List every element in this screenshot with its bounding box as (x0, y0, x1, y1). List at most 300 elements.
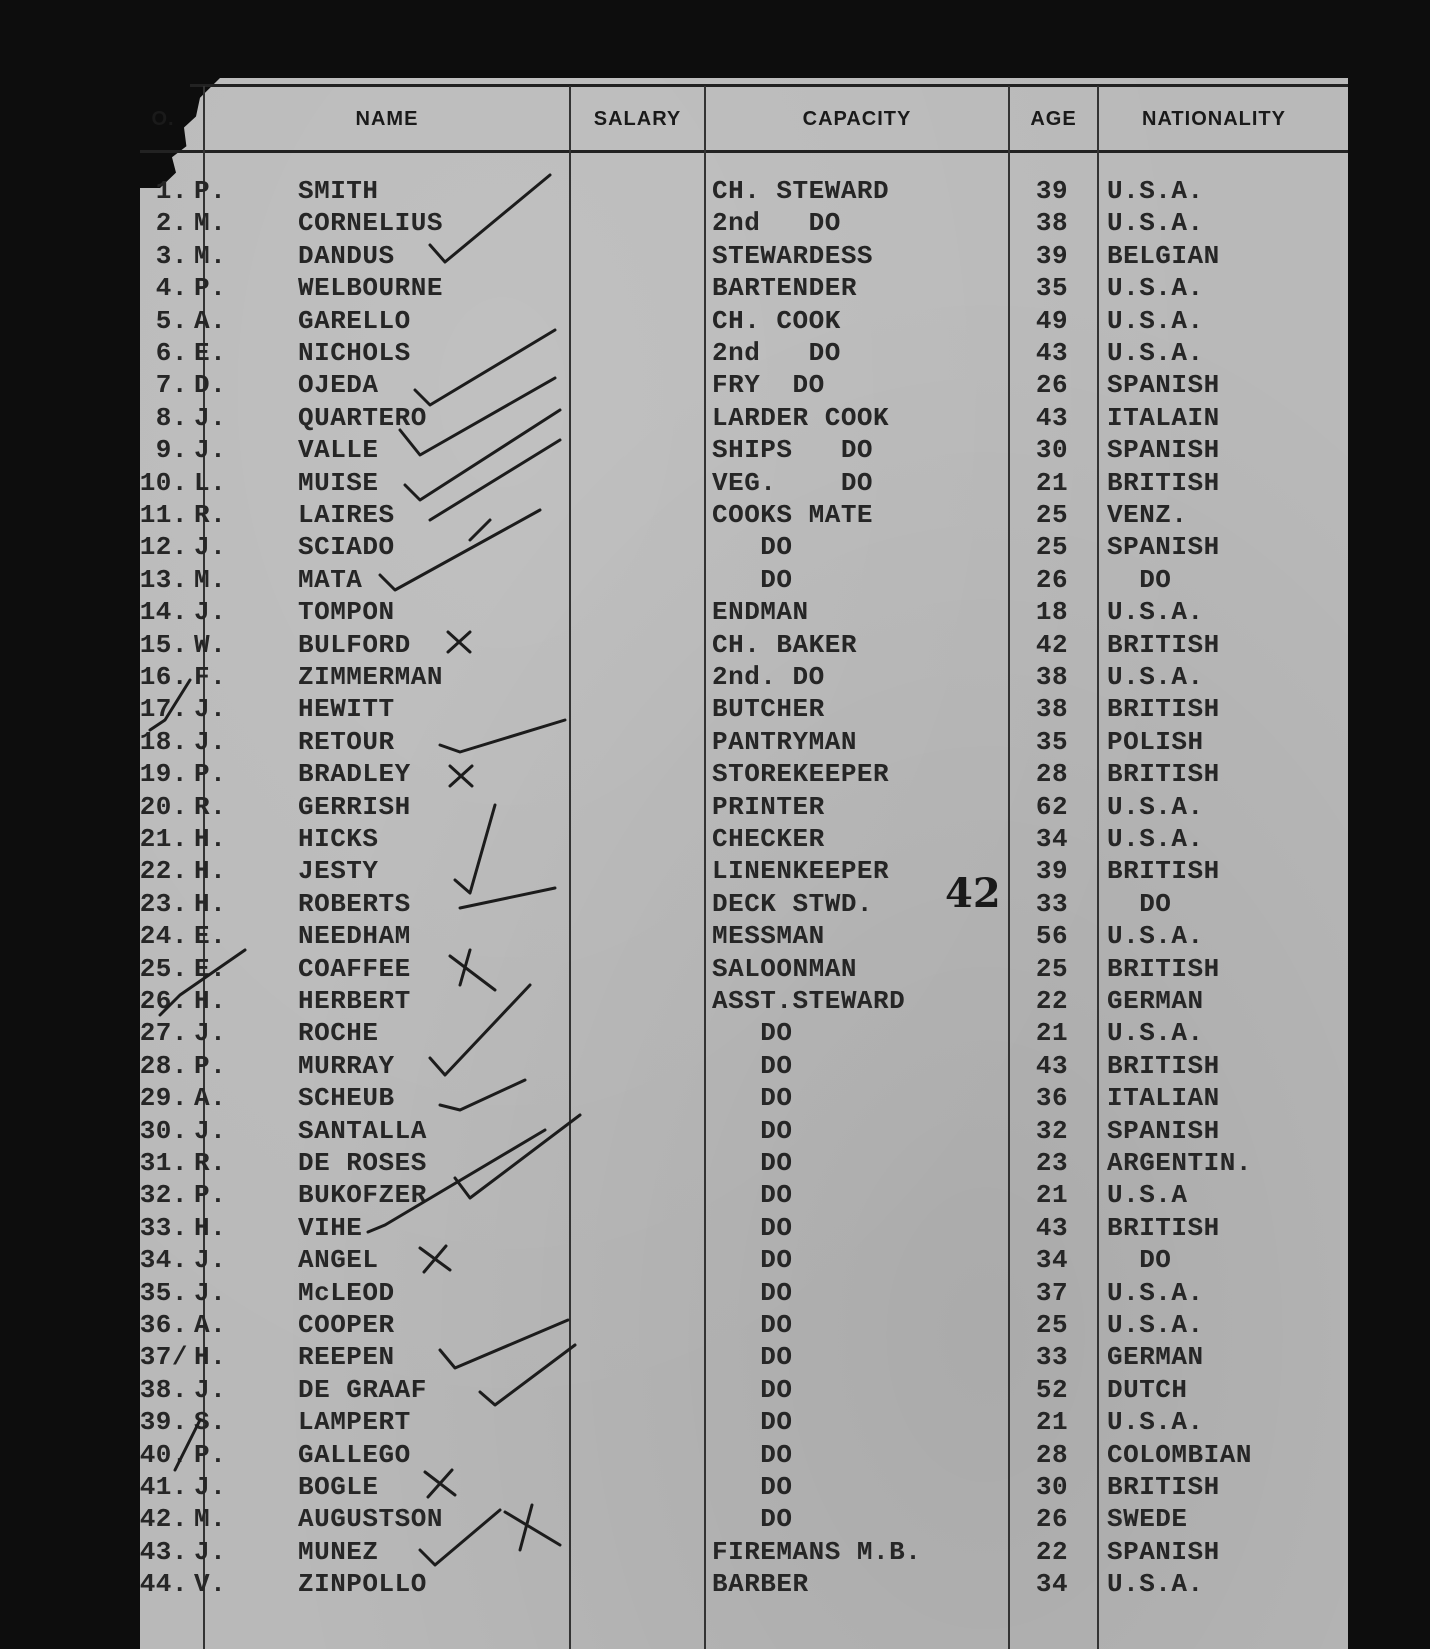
row-number: 34. (139, 1245, 188, 1276)
row-age: 33 (1035, 888, 1069, 919)
row-initial: H. (194, 986, 227, 1016)
table-row (0, 176, 1430, 207)
row-nationality: U.S.A. (1107, 791, 1204, 822)
row-initial: M. (194, 564, 227, 595)
row-capacity: STOREKEEPER (712, 759, 890, 790)
row-number: 17. (139, 694, 188, 725)
row-age: 21 (1035, 467, 1069, 498)
row-age: 26 (1035, 564, 1069, 595)
row-nationality: BRITISH (1107, 629, 1220, 660)
table-row (0, 1342, 1430, 1373)
row-number: 38. (139, 1374, 188, 1405)
table-row (0, 338, 1430, 369)
row-nationality: U.S.A. (1107, 1569, 1204, 1600)
row-age: 38 (1035, 208, 1069, 239)
row-name: ZINPOLLO (298, 1569, 427, 1600)
header-no: O. (151, 108, 175, 130)
table-row (0, 1278, 1430, 1309)
row-capacity: DO (712, 1374, 793, 1405)
table-row (0, 792, 1430, 823)
row-number: 9. (155, 435, 188, 466)
row-capacity: DO (712, 1310, 793, 1340)
row-name: SMITH (298, 176, 379, 206)
row-initial: H. (194, 856, 227, 887)
row-name: JESTY (298, 856, 379, 887)
row-capacity: PRINTER (712, 791, 825, 822)
row-capacity: COOKS MATE (712, 500, 874, 530)
table-row (0, 630, 1430, 661)
table-row (0, 1440, 1430, 1471)
row-age: 35 (1035, 726, 1069, 757)
row-initial: E. (194, 921, 227, 952)
table-row (0, 1083, 1430, 1114)
row-name: OJEDA (298, 370, 379, 401)
table-row (0, 500, 1430, 531)
row-nationality: DUTCH (1107, 1374, 1188, 1405)
row-capacity: PANTRYMAN (712, 726, 857, 757)
row-name: BRADLEY (298, 759, 411, 790)
row-capacity: DO (712, 1245, 793, 1276)
row-initial: J. (194, 1374, 227, 1405)
row-capacity: DO (712, 564, 793, 595)
row-name: RETOUR (298, 726, 395, 757)
row-age: 43 (1035, 1212, 1069, 1243)
row-age: 26 (1035, 1504, 1069, 1535)
table-row (0, 1537, 1430, 1568)
row-nationality: SPANISH (1107, 532, 1220, 563)
row-name: LAIRES (298, 500, 395, 530)
row-initial: E. (194, 953, 227, 984)
table-row (0, 662, 1430, 693)
row-initial: P. (194, 1439, 227, 1470)
row-number: 13. (139, 564, 188, 595)
row-age: 21 (1035, 1407, 1069, 1438)
row-capacity: 2nd DO (712, 338, 841, 368)
table-row (0, 889, 1430, 920)
row-number: 40. (139, 1439, 188, 1470)
row-nationality: BRITISH (1107, 694, 1220, 725)
row-initial: P. (194, 176, 227, 206)
table-row (0, 565, 1430, 596)
row-age: 34 (1035, 1569, 1069, 1600)
table-row (0, 759, 1430, 790)
row-capacity: DO (712, 1018, 793, 1049)
row-age: 34 (1035, 824, 1069, 854)
row-name: WELBOURNE (298, 273, 443, 304)
row-age: 26 (1035, 370, 1069, 401)
row-capacity: CHECKER (712, 824, 825, 854)
row-capacity: DO (712, 1083, 793, 1114)
row-initial: S. (194, 1407, 227, 1438)
row-initial: J. (194, 726, 227, 757)
table-row (0, 468, 1430, 499)
row-capacity: DECK STWD. (712, 888, 874, 919)
row-initial: H. (194, 1342, 227, 1373)
row-number: 44. (139, 1569, 188, 1600)
row-nationality: ITALAIN (1107, 402, 1220, 433)
table-row (0, 1213, 1430, 1244)
row-number: 11. (139, 500, 188, 530)
row-age: 62 (1035, 791, 1069, 822)
row-number: 18. (139, 726, 188, 757)
handwritten-note: 42 (945, 870, 1001, 917)
row-number: 1. (155, 176, 188, 206)
row-initial: P. (194, 759, 227, 790)
row-number: 5. (155, 305, 188, 336)
row-number: 20. (139, 791, 188, 822)
row-initial: J. (194, 435, 227, 466)
row-number: 39. (139, 1407, 188, 1438)
row-nationality: U.S.A. (1107, 662, 1204, 692)
table-row (0, 597, 1430, 628)
row-nationality: BRITISH (1107, 1050, 1220, 1081)
row-name: QUARTERO (298, 402, 427, 433)
row-number: 32. (139, 1180, 188, 1211)
row-name: HERBERT (298, 986, 411, 1016)
row-initial: F. (194, 662, 227, 692)
table-row (0, 986, 1430, 1017)
row-capacity: DO (712, 1504, 793, 1535)
row-age: 39 (1035, 856, 1069, 887)
row-number: 35. (139, 1277, 188, 1308)
row-capacity: ASST.STEWARD (712, 986, 906, 1016)
row-initial: A. (194, 1310, 227, 1340)
table-row (0, 1018, 1430, 1049)
row-age: 39 (1035, 176, 1069, 206)
row-nationality: U.S.A. (1107, 305, 1204, 336)
row-age: 34 (1035, 1245, 1069, 1276)
row-number: 29. (139, 1083, 188, 1114)
row-name: VALLE (298, 435, 379, 466)
row-number: 42. (139, 1504, 188, 1535)
row-number: 21. (139, 824, 188, 854)
row-initial: R. (194, 500, 227, 530)
row-nationality: U.S.A. (1107, 1018, 1204, 1049)
row-age: 49 (1035, 305, 1069, 336)
table-row (0, 208, 1430, 239)
row-capacity: CH. BAKER (712, 629, 857, 660)
row-age: 43 (1035, 338, 1069, 368)
header-salary: SALARY (593, 108, 682, 130)
row-name: MUISE (298, 467, 379, 498)
row-age: 30 (1035, 435, 1069, 466)
row-capacity: LARDER COOK (712, 402, 890, 433)
row-age: 43 (1035, 1050, 1069, 1081)
row-name: ANGEL (298, 1245, 379, 1276)
table-row (0, 1407, 1430, 1438)
row-name: BULFORD (298, 629, 411, 660)
row-number: 27. (139, 1018, 188, 1049)
row-number: 15. (139, 629, 188, 660)
row-nationality: BRITISH (1107, 1212, 1220, 1243)
row-initial: R. (194, 1148, 227, 1178)
row-number: 10. (139, 467, 188, 498)
table-row (0, 1310, 1430, 1341)
row-nationality: ITALIAN (1107, 1083, 1220, 1114)
row-initial: J. (194, 1472, 227, 1502)
table-row (0, 1180, 1430, 1211)
row-initial: J. (194, 1018, 227, 1049)
row-nationality: SWEDE (1107, 1504, 1188, 1535)
row-age: 28 (1035, 1439, 1069, 1470)
row-capacity: VEG. DO (712, 467, 874, 498)
table-row (0, 435, 1430, 466)
row-number: 28. (139, 1050, 188, 1081)
row-name: COAFFEE (298, 953, 411, 984)
top-rule (190, 84, 1348, 87)
row-age: 37 (1035, 1277, 1069, 1308)
row-name: SANTALLA (298, 1115, 427, 1146)
row-capacity: BARBER (712, 1569, 809, 1600)
row-nationality: DO (1107, 564, 1172, 595)
row-name: DE ROSES (298, 1148, 427, 1178)
row-initial: J. (194, 1245, 227, 1276)
row-nationality: U.S.A. (1107, 597, 1204, 628)
row-capacity: DO (712, 1050, 793, 1081)
table-row (0, 1148, 1430, 1179)
table-row (0, 1504, 1430, 1535)
row-nationality: U.S.A. (1107, 921, 1204, 952)
row-number: 25. (139, 953, 188, 984)
row-initial: J. (194, 532, 227, 563)
row-age: 23 (1035, 1148, 1069, 1178)
row-capacity: FIREMANS M.B. (712, 1536, 922, 1567)
row-number: 22. (139, 856, 188, 887)
row-capacity: DO (712, 1115, 793, 1146)
row-initial: H. (194, 888, 227, 919)
row-nationality: BRITISH (1107, 953, 1220, 984)
row-age: 43 (1035, 402, 1069, 433)
row-nationality: SPANISH (1107, 370, 1220, 401)
row-number: 24. (139, 921, 188, 952)
row-nationality: U.S.A. (1107, 273, 1204, 304)
row-nationality: DO (1107, 888, 1172, 919)
row-initial: J. (194, 402, 227, 433)
row-number: 4. (155, 273, 188, 304)
row-name: HEWITT (298, 694, 395, 725)
row-number: 6. (155, 338, 188, 368)
row-initial: R. (194, 791, 227, 822)
table-row (0, 1569, 1430, 1600)
row-nationality: POLISH (1107, 726, 1204, 757)
row-capacity: FRY DO (712, 370, 825, 401)
row-capacity: LINENKEEPER (712, 856, 890, 887)
row-name: MUNEZ (298, 1536, 379, 1567)
row-capacity: BUTCHER (712, 694, 825, 725)
row-nationality: U.S.A. (1107, 208, 1204, 239)
row-initial: A. (194, 1083, 227, 1114)
row-capacity: DO (712, 1212, 793, 1243)
table-row (0, 1472, 1430, 1503)
row-number: 41. (139, 1472, 188, 1502)
table-row (0, 532, 1430, 563)
row-initial: P. (194, 1180, 227, 1211)
row-number: 33. (139, 1212, 188, 1243)
row-number: 19. (139, 759, 188, 790)
row-age: 25 (1035, 532, 1069, 563)
row-initial: V. (194, 1569, 227, 1600)
row-number: 30. (139, 1115, 188, 1146)
row-name: NICHOLS (298, 338, 411, 368)
row-name: VIHE (298, 1212, 363, 1243)
header-nationality: NATIONALITY (1142, 108, 1286, 130)
row-age: 38 (1035, 662, 1069, 692)
table-row (0, 241, 1430, 272)
header-rule (140, 150, 1348, 153)
row-initial: E. (194, 338, 227, 368)
table-row (0, 1051, 1430, 1082)
row-capacity: MESSMAN (712, 921, 825, 952)
row-capacity: ENDMAN (712, 597, 809, 628)
row-name: REEPEN (298, 1342, 395, 1373)
row-capacity: SALOONMAN (712, 953, 857, 984)
row-capacity: SHIPS DO (712, 435, 874, 466)
row-initial: A. (194, 305, 227, 336)
row-age: 32 (1035, 1115, 1069, 1146)
row-capacity: DO (712, 1439, 793, 1470)
row-age: 21 (1035, 1018, 1069, 1049)
row-name: ROCHE (298, 1018, 379, 1049)
table-row (0, 921, 1430, 952)
row-age: 56 (1035, 921, 1069, 952)
row-age: 35 (1035, 273, 1069, 304)
table-row (0, 1375, 1430, 1406)
row-capacity: DO (712, 1342, 793, 1373)
row-capacity: DO (712, 1277, 793, 1308)
row-initial: P. (194, 1050, 227, 1081)
row-capacity: DO (712, 1180, 793, 1211)
row-name: SCHEUB (298, 1083, 395, 1114)
row-nationality: COLOMBIAN (1107, 1439, 1252, 1470)
row-name: NEEDHAM (298, 921, 411, 952)
table-row (0, 306, 1430, 337)
row-nationality: U.S.A. (1107, 1407, 1204, 1438)
row-initial: J. (194, 694, 227, 725)
row-name: SCIADO (298, 532, 395, 563)
row-capacity: BARTENDER (712, 273, 857, 304)
row-name: BUKOFZER (298, 1180, 427, 1211)
row-nationality: U.S.A. (1107, 338, 1204, 368)
row-nationality: ARGENTIN. (1107, 1148, 1252, 1178)
row-age: 38 (1035, 694, 1069, 725)
table-row (0, 1116, 1430, 1147)
row-name: AUGUSTSON (298, 1504, 443, 1535)
row-initial: W. (194, 629, 227, 660)
row-number: 2. (155, 208, 188, 239)
row-number: 43. (139, 1536, 188, 1567)
row-age: 28 (1035, 759, 1069, 790)
row-number: 7. (155, 370, 188, 401)
row-capacity: DO (712, 1407, 793, 1438)
row-number: 8. (155, 402, 188, 433)
row-capacity: DO (712, 1472, 793, 1502)
row-initial: D. (194, 370, 227, 401)
row-name: COOPER (298, 1310, 395, 1340)
row-name: ROBERTS (298, 888, 411, 919)
row-name: MATA (298, 564, 363, 595)
header-age: AGE (1030, 108, 1077, 130)
row-name: GALLEGO (298, 1439, 411, 1470)
row-capacity: DO (712, 1148, 793, 1178)
row-nationality: BRITISH (1107, 1472, 1220, 1502)
table-row (0, 727, 1430, 758)
row-age: 33 (1035, 1342, 1069, 1373)
row-initial: J. (194, 1536, 227, 1567)
row-nationality: U.S.A. (1107, 824, 1204, 854)
row-nationality: BRITISH (1107, 759, 1220, 790)
row-capacity: CH. COOK (712, 305, 841, 336)
row-age: 22 (1035, 986, 1069, 1016)
row-name: DE GRAAF (298, 1374, 427, 1405)
row-number: 12. (139, 532, 188, 563)
row-name: HICKS (298, 824, 379, 854)
row-initial: H. (194, 1212, 227, 1243)
row-nationality: BELGIAN (1107, 240, 1220, 271)
row-number: 37/ (139, 1342, 188, 1373)
row-capacity: CH. STEWARD (712, 176, 890, 206)
row-name: ZIMMERMAN (298, 662, 443, 692)
row-age: 18 (1035, 597, 1069, 628)
row-number: 14. (139, 597, 188, 628)
row-age: 21 (1035, 1180, 1069, 1211)
row-initial: J. (194, 1115, 227, 1146)
row-initial: H. (194, 824, 227, 854)
table-row (0, 954, 1430, 985)
table-row (0, 856, 1430, 887)
table-row (0, 370, 1430, 401)
row-age: 25 (1035, 1310, 1069, 1340)
row-age: 36 (1035, 1083, 1069, 1114)
row-name: TOMPON (298, 597, 395, 628)
row-nationality: GERMAN (1107, 1342, 1204, 1373)
row-nationality: BRITISH (1107, 856, 1220, 887)
row-number: 31. (139, 1148, 188, 1178)
row-age: 39 (1035, 240, 1069, 271)
row-name: GERRISH (298, 791, 411, 822)
row-name: McLEOD (298, 1277, 395, 1308)
row-nationality: SPANISH (1107, 1115, 1220, 1146)
row-age: 30 (1035, 1472, 1069, 1502)
row-initial: P. (194, 273, 227, 304)
row-capacity: 2nd. DO (712, 662, 825, 692)
row-age: 52 (1035, 1374, 1069, 1405)
row-initial: M. (194, 240, 227, 271)
row-initial: M. (194, 1504, 227, 1535)
row-nationality: SPANISH (1107, 435, 1220, 466)
row-name: BOGLE (298, 1472, 379, 1502)
row-number: 3. (155, 240, 188, 271)
row-name: LAMPERT (298, 1407, 411, 1438)
row-nationality: VENZ. (1107, 500, 1188, 530)
row-nationality: GERMAN (1107, 986, 1204, 1016)
table-row (0, 1245, 1430, 1276)
row-capacity: STEWARDESS (712, 240, 874, 271)
header-name: NAME (355, 108, 419, 130)
row-number: 23. (139, 888, 188, 919)
row-name: MURRAY (298, 1050, 395, 1081)
row-nationality: DO (1107, 1245, 1172, 1276)
row-initial: M. (194, 208, 227, 239)
row-age: 25 (1035, 953, 1069, 984)
row-name: GARELLO (298, 305, 411, 336)
row-capacity: 2nd DO (712, 208, 841, 239)
row-name: DANDUS (298, 240, 395, 271)
row-capacity: DO (712, 532, 793, 563)
table-row (0, 694, 1430, 725)
row-age: 42 (1035, 629, 1069, 660)
row-nationality: SPANISH (1107, 1536, 1220, 1567)
header-capacity: CAPACITY (802, 108, 912, 130)
